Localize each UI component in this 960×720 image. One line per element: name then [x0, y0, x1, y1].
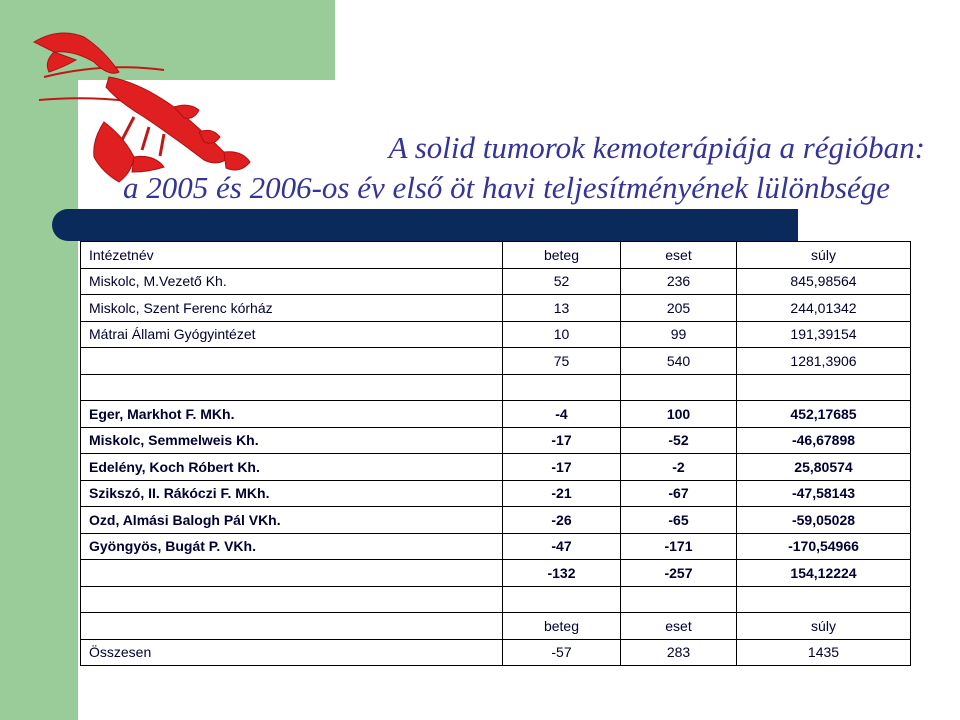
empty-row — [81, 374, 911, 401]
table-cell: 99 — [621, 321, 737, 348]
table-row — [81, 268, 911, 295]
table-cell: -67 — [621, 480, 737, 507]
data-table — [80, 241, 911, 666]
header-cell: eset — [621, 613, 737, 640]
table-cell: 10 — [503, 321, 621, 348]
header-cell: beteg — [503, 613, 621, 640]
table-row — [81, 480, 911, 507]
table-cell: -46,67898 — [737, 427, 911, 454]
table-cell: Szikszó, II. Rákóczi F. MKh. — [81, 480, 503, 507]
table-cell: -171 — [621, 533, 737, 560]
table-cell: -17 — [503, 427, 621, 454]
table-cell: Ozd, Almási Balogh Pál VKh. — [81, 507, 503, 534]
table-header-row — [81, 242, 911, 269]
total-label: Összesen — [81, 639, 503, 666]
header-cell: Intézetnév — [81, 242, 503, 269]
table-cell — [81, 560, 503, 587]
table-cell: 154,12224 — [737, 560, 911, 587]
header-bar — [52, 209, 798, 241]
table-cell: 25,80574 — [737, 454, 911, 481]
subtotal-row — [81, 560, 911, 587]
table-cell: -257 — [621, 560, 737, 587]
header-cell: beteg — [503, 242, 621, 269]
total-row — [81, 639, 911, 666]
table-cell: -47 — [503, 533, 621, 560]
table-cell: -132 — [503, 560, 621, 587]
table-row — [81, 533, 911, 560]
table-cell: 100 — [621, 401, 737, 428]
table-row — [81, 507, 911, 534]
header-cell: súly — [737, 242, 911, 269]
table-cell — [81, 348, 503, 375]
table-cell: -59,05028 — [737, 507, 911, 534]
subtotal-row — [81, 348, 911, 375]
total-cell: 283 — [621, 639, 737, 666]
table-cell: -52 — [621, 427, 737, 454]
table-cell: 13 — [503, 295, 621, 322]
table-cell: Edelény, Koch Róbert Kh. — [81, 454, 503, 481]
table-cell: -2 — [621, 454, 737, 481]
table-cell: Miskolc, Szent Ferenc kórház — [81, 295, 503, 322]
title-line-1: A solid tumorok kemoterápiája a régióban: — [388, 130, 925, 165]
table-cell: Mátrai Állami Gyógyintézet — [81, 321, 503, 348]
table-cell: Eger, Markhot F. MKh. — [81, 401, 503, 428]
table-cell: 845,98564 — [737, 268, 911, 295]
total-cell: 1435 — [737, 639, 911, 666]
summary-header-row — [81, 613, 911, 640]
header-cell — [81, 613, 503, 640]
table-cell: 52 — [503, 268, 621, 295]
table-row — [81, 295, 911, 322]
page-title — [90, 128, 925, 208]
table-cell: 540 — [621, 348, 737, 375]
table-cell: Miskolc, Semmelweis Kh. — [81, 427, 503, 454]
table-row — [81, 427, 911, 454]
table-cell: 236 — [621, 268, 737, 295]
table-cell: -170,54966 — [737, 533, 911, 560]
table-row — [81, 454, 911, 481]
table-cell: -21 — [503, 480, 621, 507]
table-cell: 244,01342 — [737, 295, 911, 322]
table-cell: -17 — [503, 454, 621, 481]
table-row — [81, 321, 911, 348]
table-cell: -47,58143 — [737, 480, 911, 507]
title-line-2: a 2005 és 2006-os év első öt havi teljesítményének lülönbsége — [123, 170, 891, 205]
empty-row — [81, 586, 911, 613]
table-cell: Miskolc, M.Vezető Kh. — [81, 268, 503, 295]
header-cell: súly — [737, 613, 911, 640]
table-cell: -26 — [503, 507, 621, 534]
table-cell: -4 — [503, 401, 621, 428]
table-cell: 191,39154 — [737, 321, 911, 348]
table-row — [81, 401, 911, 428]
table-cell: Gyöngyös, Bugát P. VKh. — [81, 533, 503, 560]
table-cell: 1281,3906 — [737, 348, 911, 375]
table-cell: 205 — [621, 295, 737, 322]
header-cell: eset — [621, 242, 737, 269]
table-cell: 75 — [503, 348, 621, 375]
table-cell: 452,17685 — [737, 401, 911, 428]
total-cell: -57 — [503, 639, 621, 666]
table-cell: -65 — [621, 507, 737, 534]
